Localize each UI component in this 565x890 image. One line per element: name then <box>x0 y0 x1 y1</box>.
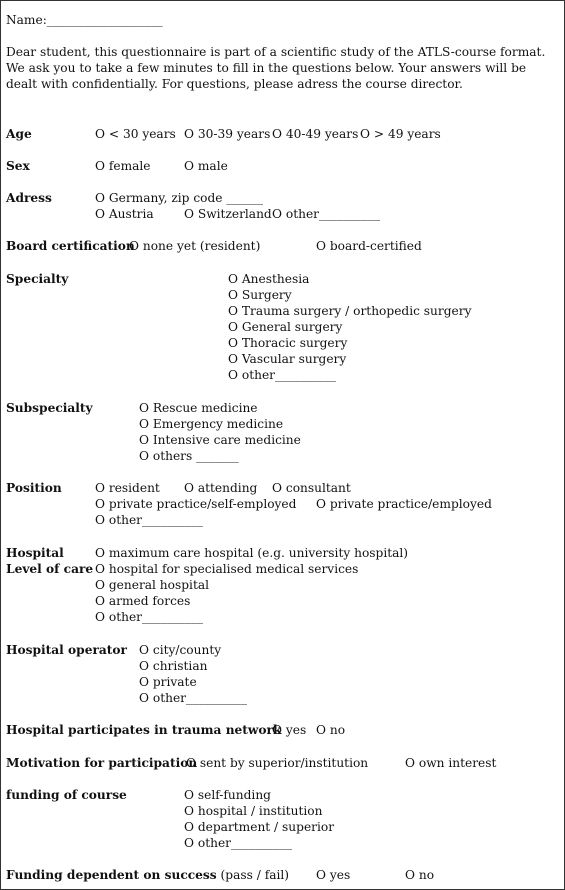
position-option-private-self[interactable]: O private practice/self-employed <box>95 497 297 511</box>
adress-option-germany[interactable]: O Germany, zip code ______ <box>95 191 263 205</box>
success-option-yes[interactable]: O yes <box>316 868 351 882</box>
age-option-lt30[interactable]: O < 30 years <box>95 127 176 141</box>
specialty-option-general[interactable]: O General surgery <box>228 320 343 334</box>
sex-option-male[interactable]: O male <box>184 159 228 173</box>
funding-option-self[interactable]: O self-funding <box>184 788 271 802</box>
subspecialty-option-rescue[interactable]: O Rescue medicine <box>139 401 258 415</box>
specialty-option-anesthesia[interactable]: O Anesthesia <box>228 272 310 286</box>
operator-option-other[interactable]: O other__________ <box>139 691 247 705</box>
adress-label: Adress <box>6 191 52 205</box>
specialty-option-thoracic[interactable]: O Thoracic surgery <box>228 336 348 350</box>
operator-option-city[interactable]: O city/county <box>139 643 222 657</box>
sex-option-female[interactable]: O female <box>95 159 151 173</box>
network-option-no[interactable]: O no <box>316 723 346 737</box>
adress-option-austria[interactable]: O Austria <box>95 207 154 221</box>
success-option-no[interactable]: O no <box>405 868 435 882</box>
subspecialty-option-icu[interactable]: O Intensive care medicine <box>139 433 301 447</box>
specialty-label: Specialty <box>6 272 69 286</box>
intro-text: Dear student, this questionnaire is part of a scientific study of the ATLS-course format. We ask you to take a few minutes to fill in the questions below. Your answers will be dealt with confidentially. For questions, please adress the course director. <box>6 45 546 92</box>
position-option-resident[interactable]: O resident <box>95 481 160 495</box>
operator-label: Hospital operator <box>6 643 127 657</box>
hospital-label: Hospital <box>6 546 64 560</box>
hospital-option-armed-forces[interactable]: O armed forces <box>95 594 191 608</box>
adress-option-switzerland[interactable]: O Switzerland <box>184 207 272 221</box>
specialty-option-vascular[interactable]: O Vascular surgery <box>228 352 347 366</box>
age-option-gt49[interactable]: O > 49 years <box>360 127 441 141</box>
board-label: Board certification <box>6 239 135 253</box>
age-option-30-39[interactable]: O 30-39 years <box>184 127 271 141</box>
subspecialty-option-emergency[interactable]: O Emergency medicine <box>139 417 284 431</box>
specialty-option-surgery[interactable]: O Surgery <box>228 288 292 302</box>
operator-option-private[interactable]: O private <box>139 675 197 689</box>
position-option-private-employed[interactable]: O private practice/employed <box>316 497 492 511</box>
funding-label: funding of course <box>6 788 127 802</box>
level-of-care-label: Level of care <box>6 562 94 576</box>
hospital-option-maximum[interactable]: O maximum care hospital (e.g. university hospital) <box>95 546 409 560</box>
operator-option-christian[interactable]: O christian <box>139 659 208 673</box>
hospital-option-general[interactable]: O general hospital <box>95 578 210 592</box>
success-question <box>6 868 289 883</box>
age-option-40-49[interactable]: O 40-49 years <box>272 127 359 141</box>
motivation-label: Motivation for participation <box>6 756 198 770</box>
funding-option-department[interactable]: O department / superior <box>184 820 335 834</box>
hospital-option-other[interactable]: O other__________ <box>95 610 203 624</box>
name-field[interactable]: Name:___________________ <box>6 13 163 27</box>
adress-option-other[interactable]: O other__________ <box>272 207 380 221</box>
position-option-attending[interactable]: O attending <box>184 481 258 495</box>
board-option-resident[interactable]: O none yet (resident) <box>129 239 261 253</box>
network-option-yes[interactable]: O yes <box>272 723 307 737</box>
specialty-option-other[interactable]: O other__________ <box>228 368 336 382</box>
position-label: Position <box>6 481 62 495</box>
subspecialty-label: Subspecialty <box>6 401 93 415</box>
success-label: Funding dependent on success <box>6 868 217 882</box>
funding-option-other[interactable]: O other__________ <box>184 836 292 850</box>
board-option-certified[interactable]: O board-certified <box>316 239 422 253</box>
specialty-option-trauma[interactable]: O Trauma surgery / orthopedic surgery <box>228 304 472 318</box>
position-option-consultant[interactable]: O consultant <box>272 481 351 495</box>
age-label: Age <box>6 127 32 141</box>
position-option-other[interactable]: O other__________ <box>95 513 203 527</box>
motivation-option-sent[interactable]: O sent by superior/institution <box>186 756 369 770</box>
funding-option-hospital[interactable]: O hospital / institution <box>184 804 323 818</box>
network-label: Hospital participates in trauma network <box>6 723 282 737</box>
sex-label: Sex <box>6 159 30 173</box>
motivation-option-own-interest[interactable]: O own interest <box>405 756 497 770</box>
hospital-option-specialised[interactable]: O hospital for specialised medical services <box>95 562 359 576</box>
success-label-suffix: (pass / fail) <box>216 868 290 882</box>
subspecialty-option-others[interactable]: O others _______ <box>139 449 239 463</box>
